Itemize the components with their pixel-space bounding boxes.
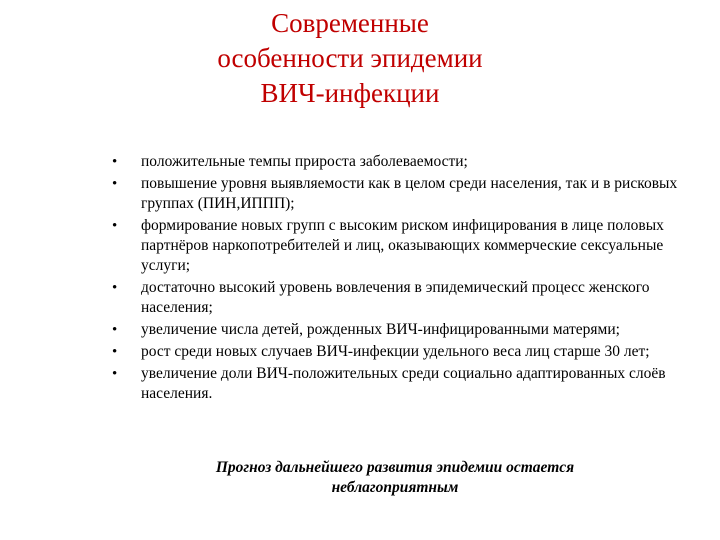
bullet-item: [108, 278, 688, 318]
bullet-text: достаточно высокий уровень вовлечения в эпидемический процесс женского населения;: [141, 279, 650, 316]
bullet-dot-icon: •: [112, 366, 118, 382]
bullet-text: формирование новых групп с высоким риском инфицирования в лице половых партнёров наркопотребителей и лиц, оказывающих коммерческие сексуальные услуги;: [141, 217, 664, 274]
bullet-dot-icon: •: [112, 176, 118, 192]
bullet-item: [108, 174, 688, 214]
bullet-item: [108, 216, 688, 276]
bullet-dot-icon: •: [112, 218, 118, 234]
bullet-dot-icon: •: [112, 280, 118, 296]
bullet-item: [108, 152, 688, 172]
bullet-item: [108, 364, 688, 404]
bullet-text: повышение уровня выявляемости как в целом среди населения, так и в рисковых группах (ПИН,ИППП);: [141, 175, 678, 212]
bullet-text: увеличение доли ВИЧ-положительных среди социально адаптированных слоёв населения.: [141, 365, 666, 402]
bullet-text: положительные темпы прироста заболеваемости;: [141, 153, 468, 170]
bullet-text: увеличение числа детей, рожденных ВИЧ-инфицированными матерями;: [141, 321, 620, 338]
slide-title: [150, 6, 550, 111]
title-line-1: Современные: [271, 8, 429, 38]
bullet-dot-icon: •: [112, 344, 118, 360]
bullet-dot-icon: •: [112, 154, 118, 170]
title-line-3: ВИЧ-инфекции: [260, 78, 440, 108]
bullet-dot-icon: •: [112, 322, 118, 338]
title-line-2: особенности эпидемии: [217, 43, 483, 73]
bullet-text: рост среди новых случаев ВИЧ-инфекции удельного веса лиц старше 30 лет;: [141, 343, 650, 360]
forecast-text: Прогноз дальнейшего развития эпидемии остается неблагоприятным: [215, 459, 575, 496]
bullet-item: [108, 342, 688, 362]
bullet-list: [108, 152, 688, 406]
bullet-item: [108, 320, 688, 340]
